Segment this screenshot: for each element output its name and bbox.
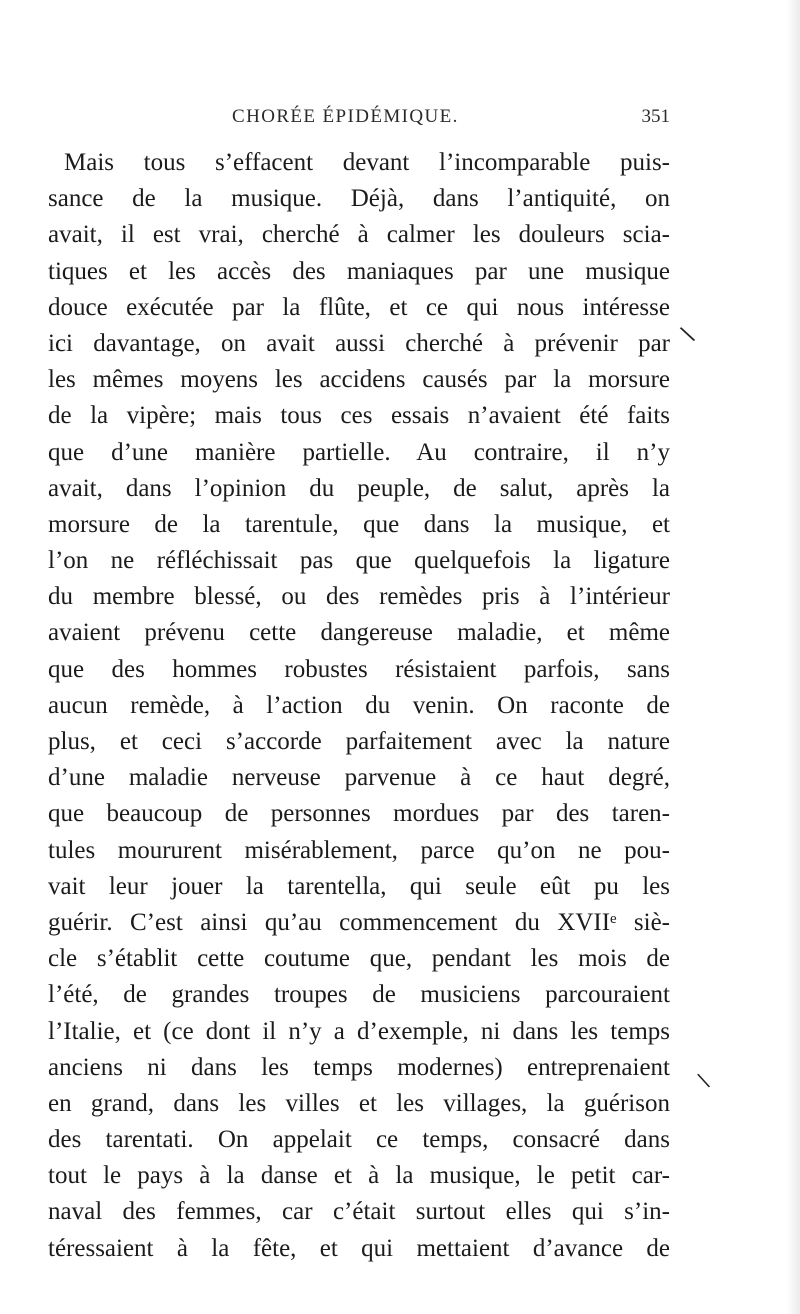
text-line: guérir. C’est ainsi qu’au commencement du XVIIᵉ siè- (48, 908, 670, 936)
text-line: l’on ne réfléchissait pas que quelquefois la ligature (48, 547, 670, 575)
text-line: que beaucoup de personnes mordues par des taren- (48, 800, 670, 828)
text-line: plus, et ceci s’accorde parfaitement avec la nature (48, 728, 670, 755)
text-line: ici davantage, on avait aussi cherché à prévenir par (48, 329, 670, 357)
text-line: tout le pays à la danse et à la musique, le petit car- (48, 1162, 670, 1190)
text-line: les mêmes moyens les accidens causés par la morsure (48, 366, 670, 394)
body-text (48, 145, 670, 1267)
text-line: du membre blessé, ou des remèdes pris à l’intérieur (48, 583, 670, 611)
ink-mark: \ (678, 321, 698, 348)
text-line: en grand, dans les villes et les villages, la guérison (48, 1089, 670, 1117)
text-line: d’une maladie nerveuse parvenue à ce haut degré, (48, 764, 670, 792)
text-line: que des hommes robustes résistaient parfois, sans (48, 655, 670, 683)
text-line: avait, dans l’opinion du peuple, de salut, après la (48, 474, 670, 502)
text-line: l’été, de grandes troupes de musiciens parcouraient (48, 981, 670, 1009)
text-line: cle s’établit cette coutume que, pendant les mois de (48, 945, 670, 973)
text-line: sance de la musique. Déjà, dans l’antiquité, on (48, 185, 670, 213)
text-line: aucun remède, à l’action du venin. On raconte de (48, 691, 670, 719)
text-line: douce exécutée par la flûte, et ce qui nous intéresse (48, 293, 670, 321)
text-line: naval des femmes, car c’était surtout elles qui s’in- (48, 1198, 670, 1226)
page-number: 351 (641, 106, 670, 127)
text-line: tules moururent misérablement, parce qu’on ne pou- (48, 836, 670, 864)
running-title: CHORÉE ÉPIDÉMIQUE. (232, 106, 459, 127)
ink-mark: \ (695, 1067, 712, 1093)
page-header (48, 106, 670, 136)
text-line: de la vipère; mais tous ces essais n’avaient été faits (48, 402, 670, 430)
text-line: morsure de la tarentule, que dans la musique, et (48, 510, 670, 538)
text-line: l’Italie, et (ce dont il n’y a d’exemple, ni dans les temps (48, 1017, 670, 1045)
text-line: tiques et les accès des maniaques par une musique (48, 257, 670, 285)
text-line: anciens ni dans les temps modernes) entreprenaient (48, 1053, 670, 1081)
text-line: des tarentati. On appelait ce temps, consacré dans (48, 1126, 670, 1154)
text-line: vait leur jouer la tarentella, qui seule eût pu les (48, 872, 670, 900)
text-line: avaient prévenu cette dangereuse maladie, et même (48, 619, 670, 647)
text-line: que d’une manière partielle. Au contraire, il n’y (48, 438, 670, 466)
text-line: téressaient à la fête, et qui mettaient d’avance de (48, 1234, 670, 1262)
text-line: avait, il est vrai, cherché à calmer les douleurs scia- (48, 221, 670, 249)
text-line: Mais tous s’effacent devant l’incomparable puis- (64, 149, 670, 176)
page-edge-shadow (786, 0, 800, 1314)
